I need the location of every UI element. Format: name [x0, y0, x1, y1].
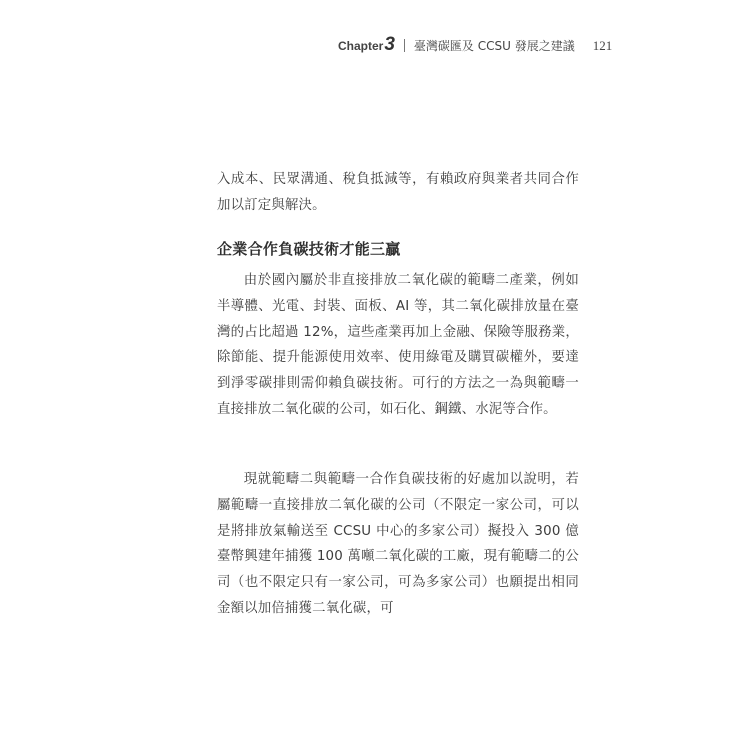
running-header — [338, 34, 618, 56]
header-divider — [404, 39, 405, 52]
chapter-number: 3 — [384, 34, 395, 55]
chapter-title: 臺灣碳匯及 CCSU 發展之建議 — [413, 39, 575, 53]
continued-paragraph-block — [217, 167, 579, 219]
section-heading: 企業合作負碳技術才能三贏 — [217, 240, 401, 258]
body-paragraph: 現就範疇二與範疇一合作負碳技術的好處加以說明，若屬範疇一直接排放二氧化碳的公司（不限定一家公司，可以是將排放氣輸送至 CCSU 中心的多家公司）擬投入 300 億臺幣興建年捕獲 100 萬噸二氧化碳的工廠，現有範疇二的公司（也不限定只有一家公司，可為多家公司）也願提出相同金額以加倍捕獲二氧化碳，可 — [217, 472, 579, 616]
chapter-label: Chapter — [338, 39, 384, 53]
paragraph-block-1 — [217, 268, 579, 423]
page-number: 121 — [592, 38, 613, 53]
body-paragraph: 由於國內屬於非直接排放二氧化碳的範疇二產業，例如半導體、光電、封裝、面板、AI 等，其二氧化碳排放量在臺灣的占比超過 12%，這些產業再加上金融、保險等服務業，除節能、提升能源使用效率、使用綠電及購買碳權外，要達到淨零碳排則需仰賴負碳技術。可行的方法之一為與範疇一直接排放二氧化碳的公司，如石化、鋼鐵、水泥等合作。 — [217, 273, 579, 417]
paragraph-block-2 — [217, 467, 579, 622]
continued-paragraph: 入成本、民眾溝通、稅負抵減等，有賴政府與業者共同合作加以訂定與解決。 — [217, 172, 579, 213]
